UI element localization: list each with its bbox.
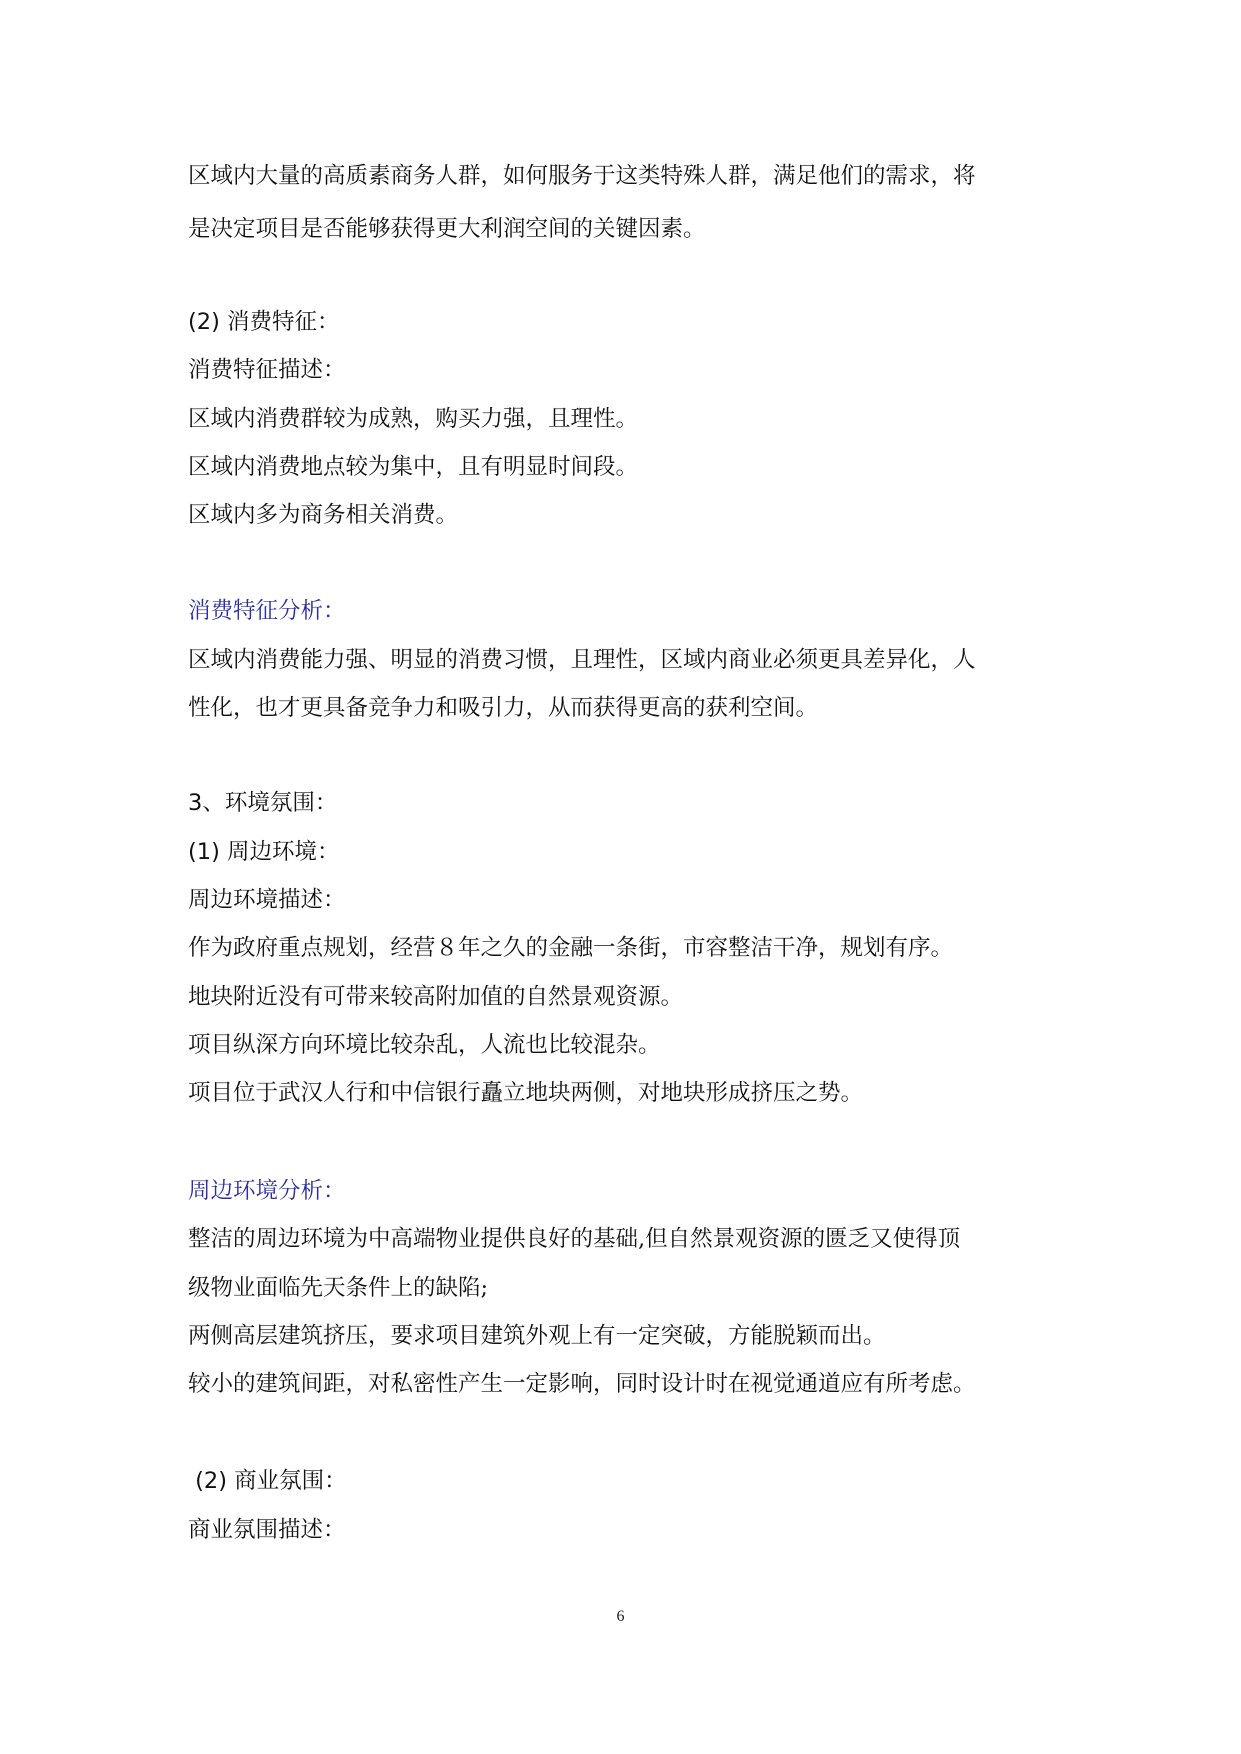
list-item: 地块附近没有可带来较高附加值的自然景观资源。 <box>188 984 684 1010</box>
paragraph-line: 性化，也才更具备竞争力和吸引力，从而获得更高的获利空间。 <box>188 695 819 721</box>
label-surroundings-description: 周边环境描述： <box>188 887 346 913</box>
list-item: 区域内消费群较为成熟，购买力强，且理性。 <box>188 406 639 432</box>
paragraph-line: 整洁的周边环境为中高端物业提供良好的基础,但自然景观资源的匮乏又使得顶 <box>188 1226 961 1252</box>
paragraph-line: 级物业面临先天条件上的缺陷; <box>188 1275 489 1301</box>
label-consumption-description: 消费特征描述： <box>188 357 346 383</box>
label-consumption-analysis: 消费特征分析： <box>188 598 346 624</box>
section-heading-commercial: (2) 商业氛围： <box>188 1468 347 1494</box>
page-number: 6 <box>616 1608 625 1625</box>
label-commercial-description: 商业氛围描述： <box>188 1517 346 1543</box>
list-item: 项目纵深方向环境比较杂乱，人流也比较混杂。 <box>188 1032 661 1058</box>
section-heading-consumption: (2) 消费特征： <box>188 309 340 335</box>
paragraph-line: 区域内大量的高质素商务人群，如何服务于这类特殊人群，满足他们的需求，将 <box>188 163 976 189</box>
list-item: 区域内消费地点较为集中，且有明显时间段。 <box>188 454 639 480</box>
list-item: 项目位于武汉人行和中信银行矗立地块两侧，对地块形成挤压之势。 <box>188 1080 864 1106</box>
section-heading-environment: 3、环境氛围： <box>188 790 338 816</box>
paragraph-line: 较小的建筑间距，对私密性产生一定影响，同时设计时在视觉通道应有所考虑。 <box>188 1371 976 1397</box>
subsection-heading-surroundings: (1) 周边环境： <box>188 839 340 865</box>
list-item: 区域内多为商务相关消费。 <box>188 502 459 528</box>
paragraph-line: 区域内消费能力强、明显的消费习惯，且理性，区域内商业必须更具差异化，人 <box>188 647 976 673</box>
paragraph-line: 是决定项目是否能够获得更大利润空间的关键因素。 <box>188 216 706 242</box>
paragraph-line: 两侧高层建筑挤压，要求项目建筑外观上有一定突破，方能脱颖而出。 <box>188 1323 886 1349</box>
label-surroundings-analysis: 周边环境分析： <box>188 1178 346 1204</box>
list-item: 作为政府重点规划，经营８年之久的金融一条街，市容整洁干净，规划有序。 <box>188 935 954 961</box>
